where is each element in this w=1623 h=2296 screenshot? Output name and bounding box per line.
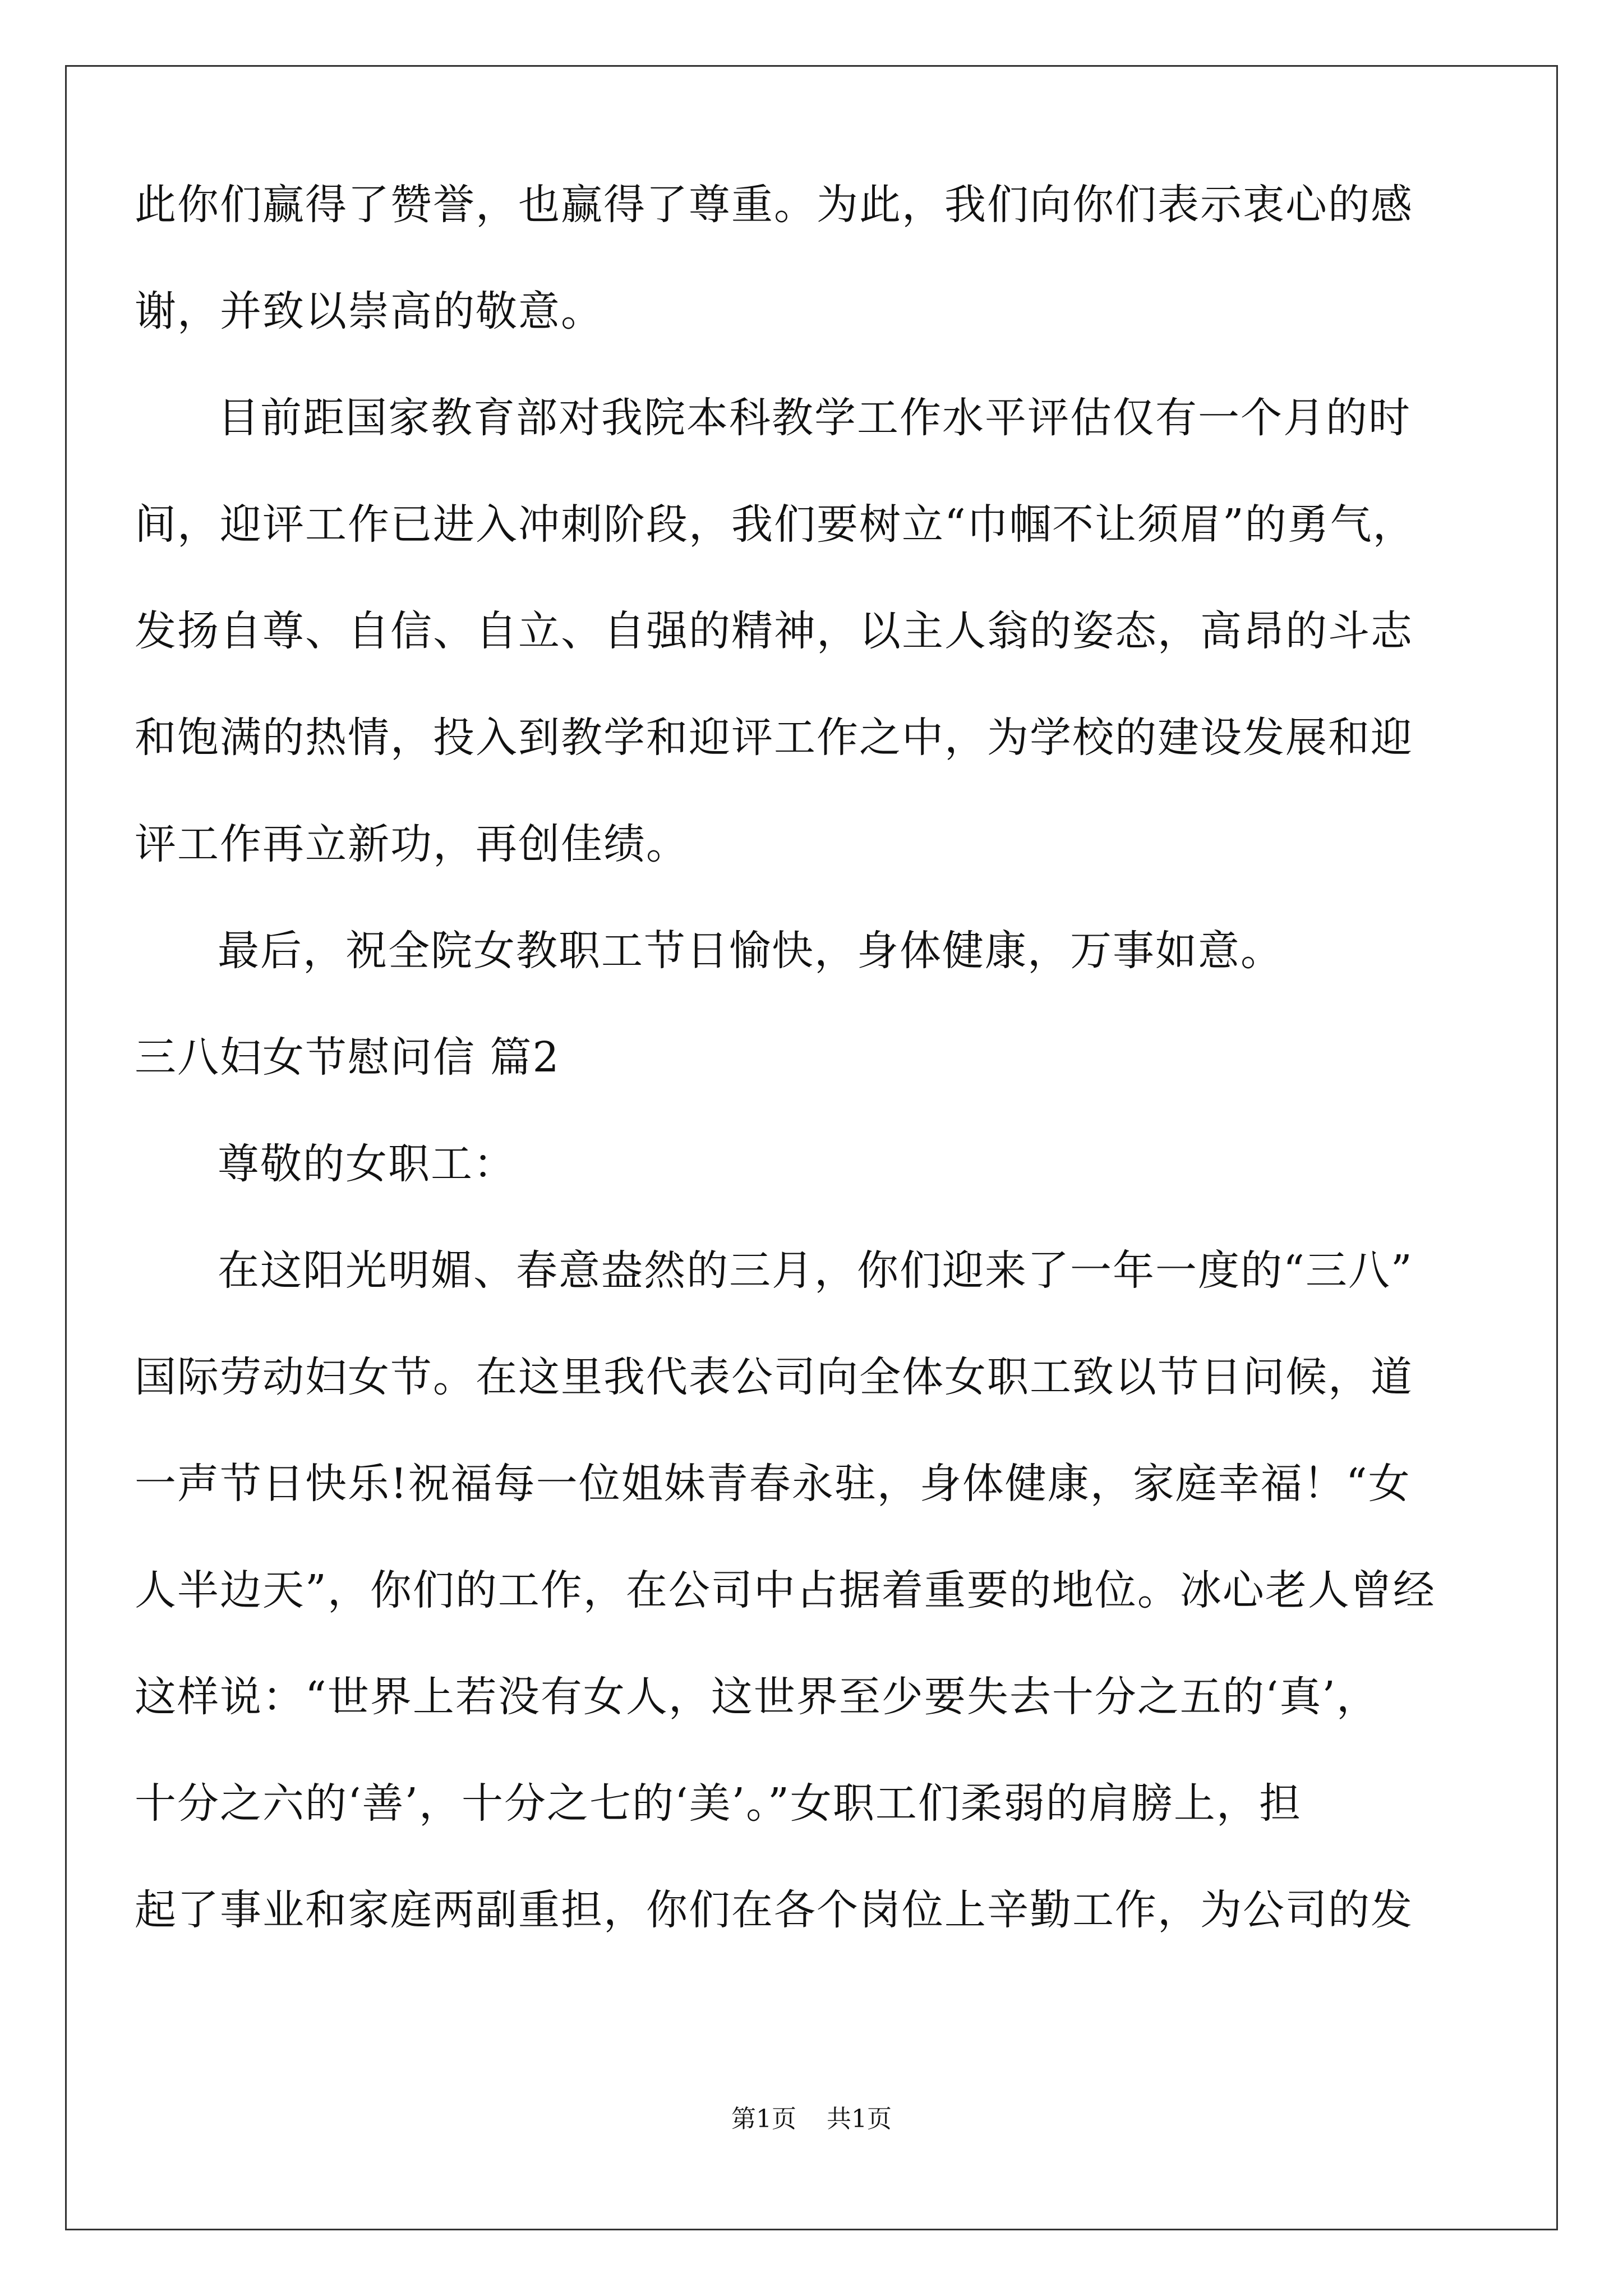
text-line: 最后，祝全院女教职工节日愉快，身体健康，万事如意。 — [218, 927, 1283, 975]
salutation: 尊敬的女职工： — [218, 1140, 516, 1188]
text-line: 和饱满的热情，投入到教学和迎评工作之中，为学校的建设发展和迎 — [135, 714, 1413, 762]
page-total: 共1页 — [827, 2105, 892, 2133]
text-line: 此你们赢得了赞誉，也赢得了尊重。为此，我们向你们表示衷心的感 — [135, 181, 1413, 229]
text-line: 谢，并致以崇高的敬意。 — [135, 287, 603, 335]
text-line: 起了事业和家庭两副重担，你们在各个岗位上辛勤工作，为公司的发 — [135, 1886, 1413, 1934]
text-line: 发扬自尊、自信、自立、自强的精神，以主人翁的姿态，高昂的斗志 — [135, 607, 1413, 655]
page-number: 第1页 — [731, 2105, 796, 2133]
text-line: 国际劳动妇女节。在这里我代表公司向全体女职工致以节日问候，道 — [135, 1353, 1413, 1401]
text-line: 目前距国家教育部对我院本科教学工作水平评估仅有一个月的时 — [218, 394, 1411, 442]
text-line: 人半边天”，你们的工作，在公司中占据着重要的地位。冰心老人曾经 — [135, 1566, 1436, 1614]
document-body — [135, 151, 1492, 1963]
text-line: 评工作再立新功，再创佳绩。 — [135, 820, 689, 868]
text-line: 这样说：“世界上若没有女人，这世界至少要失去十分之五的‘真’， — [135, 1673, 1379, 1721]
text-line: 在这阳光明媚、春意盎然的三月，你们迎来了一年一度的“三八” — [218, 1246, 1413, 1295]
text-line: 间，迎评工作已进入冲刺阶段，我们要树立“巾帼不让须眉”的勇气， — [135, 500, 1415, 549]
text-line: 一声节日快乐!祝福每一位姐妹青春永驻，身体健康，家庭幸福！“女 — [135, 1460, 1411, 1508]
section-heading: 三八妇女节慰问信 篇2 — [135, 1033, 560, 1082]
page-footer — [0, 2102, 1623, 2136]
text-line: 十分之六的‘善’，十分之七的‘美’。”女职工们柔弱的肩膀上，担 — [135, 1779, 1302, 1828]
